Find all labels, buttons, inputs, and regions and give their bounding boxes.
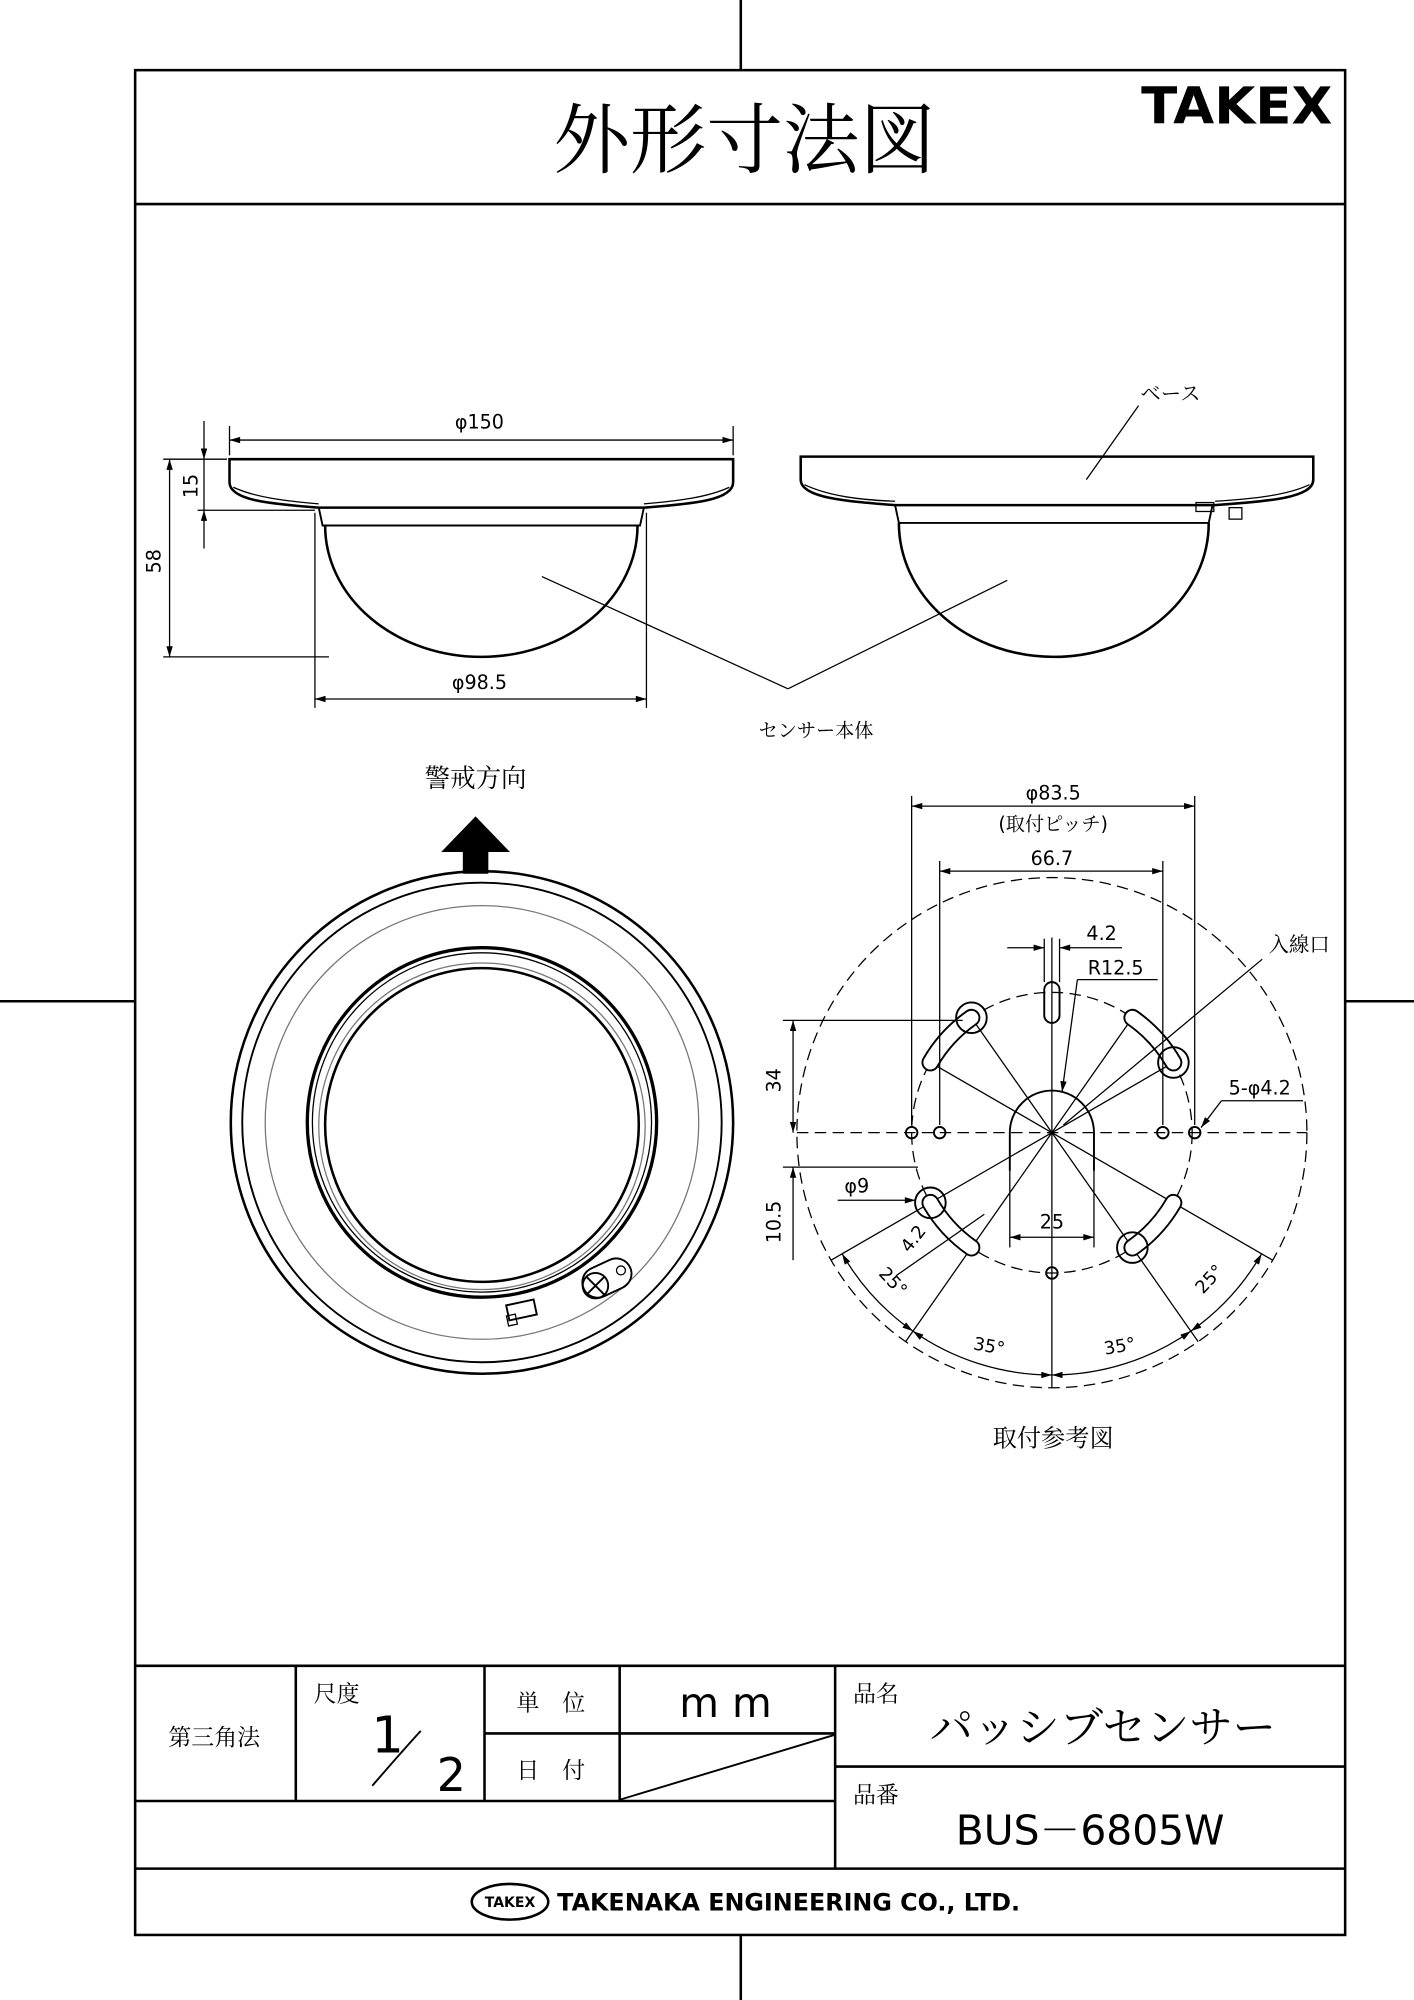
label-sensor-body: センサー本体	[758, 719, 874, 743]
scale-numerator: 1	[371, 1706, 404, 1766]
angle-right-outer: 25°	[1191, 1260, 1229, 1299]
base-outline	[230, 459, 734, 507]
dome-ring-outer	[307, 948, 656, 1297]
projection-method: 第三角法	[168, 1724, 261, 1751]
dim-mounting-pitch: φ83.5	[1025, 781, 1081, 805]
mounting-view	[762, 782, 1330, 1453]
dim-inner-pitch: 66.7	[1030, 846, 1074, 870]
angle-left-inner: 35°	[971, 1333, 1007, 1360]
unit-value: m m	[679, 1678, 772, 1727]
top-view	[231, 764, 733, 1374]
label-base: ベース	[1140, 381, 1201, 406]
leader-sensor-body	[542, 577, 788, 689]
dome-ring-inner	[325, 968, 639, 1282]
base-step	[265, 906, 699, 1340]
dome-outline	[899, 523, 1209, 657]
dome-outline	[325, 526, 637, 657]
leader-base	[1086, 406, 1138, 480]
dim-dome-diameter: φ98.5	[451, 670, 507, 694]
detection-direction-label: 警戒方向	[424, 763, 527, 794]
product-name: パッシブセンサー	[929, 1703, 1277, 1754]
date-cell-diagonal	[620, 1735, 835, 1800]
product-name-label: 品名	[852, 1681, 899, 1708]
mounting-holes	[906, 1127, 1201, 1279]
title-block	[135, 1666, 1345, 1869]
dim-holes: 5-φ4.2	[1228, 1076, 1291, 1100]
company-logo: TAKEX	[484, 1894, 536, 1911]
dome-ring	[319, 963, 645, 1290]
date-label: 日 付	[516, 1758, 586, 1785]
drawing-title: 外形寸法図	[553, 97, 936, 187]
side-lug	[1229, 508, 1242, 519]
mounting-view-caption: 取付参考図	[992, 1424, 1114, 1453]
base-ring	[319, 508, 644, 526]
dim-total-height: 58	[142, 549, 166, 574]
switch-body	[506, 1300, 537, 1321]
model-number: BUS－6805W	[955, 1806, 1225, 1855]
dim-mounting-pitch-note: (取付ピッチ)	[998, 812, 1109, 836]
dim-cable-entry-radius: R12.5	[1087, 956, 1144, 980]
screw-hole	[616, 1266, 625, 1275]
dip-switch	[506, 1300, 537, 1326]
dim-base-height: 15	[179, 473, 203, 499]
leader-radius	[1062, 980, 1077, 1092]
unit-label: 単 位	[516, 1690, 586, 1717]
scale-denominator: 2	[436, 1747, 466, 1802]
dim-cable-entry-width: 25	[1039, 1210, 1065, 1234]
base-inner-edge	[233, 487, 729, 504]
angle-left-outer: 25°	[874, 1263, 912, 1301]
model-label: 品番	[852, 1782, 899, 1809]
dim-slot-width-lower: 4.2	[896, 1221, 931, 1257]
base-outline	[801, 457, 1314, 505]
side-view-right	[801, 382, 1314, 657]
scale-label: 尺度	[313, 1681, 360, 1708]
footer	[472, 1884, 1020, 1920]
company-name: TAKENAKA ENGINEERING CO., LTD.	[557, 1888, 1021, 1917]
brand-logo: TAKEX	[1141, 77, 1333, 137]
dim-slot-width-top: 4.2	[1086, 922, 1117, 946]
base-ring	[895, 505, 1212, 523]
base-inner-edge	[805, 485, 1310, 502]
dome-ring	[312, 953, 651, 1292]
border	[135, 70, 1345, 1935]
dim-base-diameter: φ150	[454, 410, 504, 434]
base-rim	[242, 883, 721, 1363]
detection-direction-arrow-icon	[441, 816, 510, 873]
angle-right-inner: 35°	[1102, 1333, 1138, 1360]
dim-vertical-10-5: 10.5	[762, 1200, 786, 1244]
leader-holes	[1201, 1101, 1221, 1128]
label-cable-entry: 入線口	[1268, 932, 1330, 957]
side-view-left	[143, 411, 733, 708]
screw-cross-icon	[587, 1277, 605, 1295]
radial-line	[1052, 1133, 1273, 1261]
dim-hole-diameter: φ9	[844, 1174, 870, 1198]
dim-vertical-34: 34	[762, 1068, 786, 1093]
leader-sensor-body	[788, 580, 1007, 688]
